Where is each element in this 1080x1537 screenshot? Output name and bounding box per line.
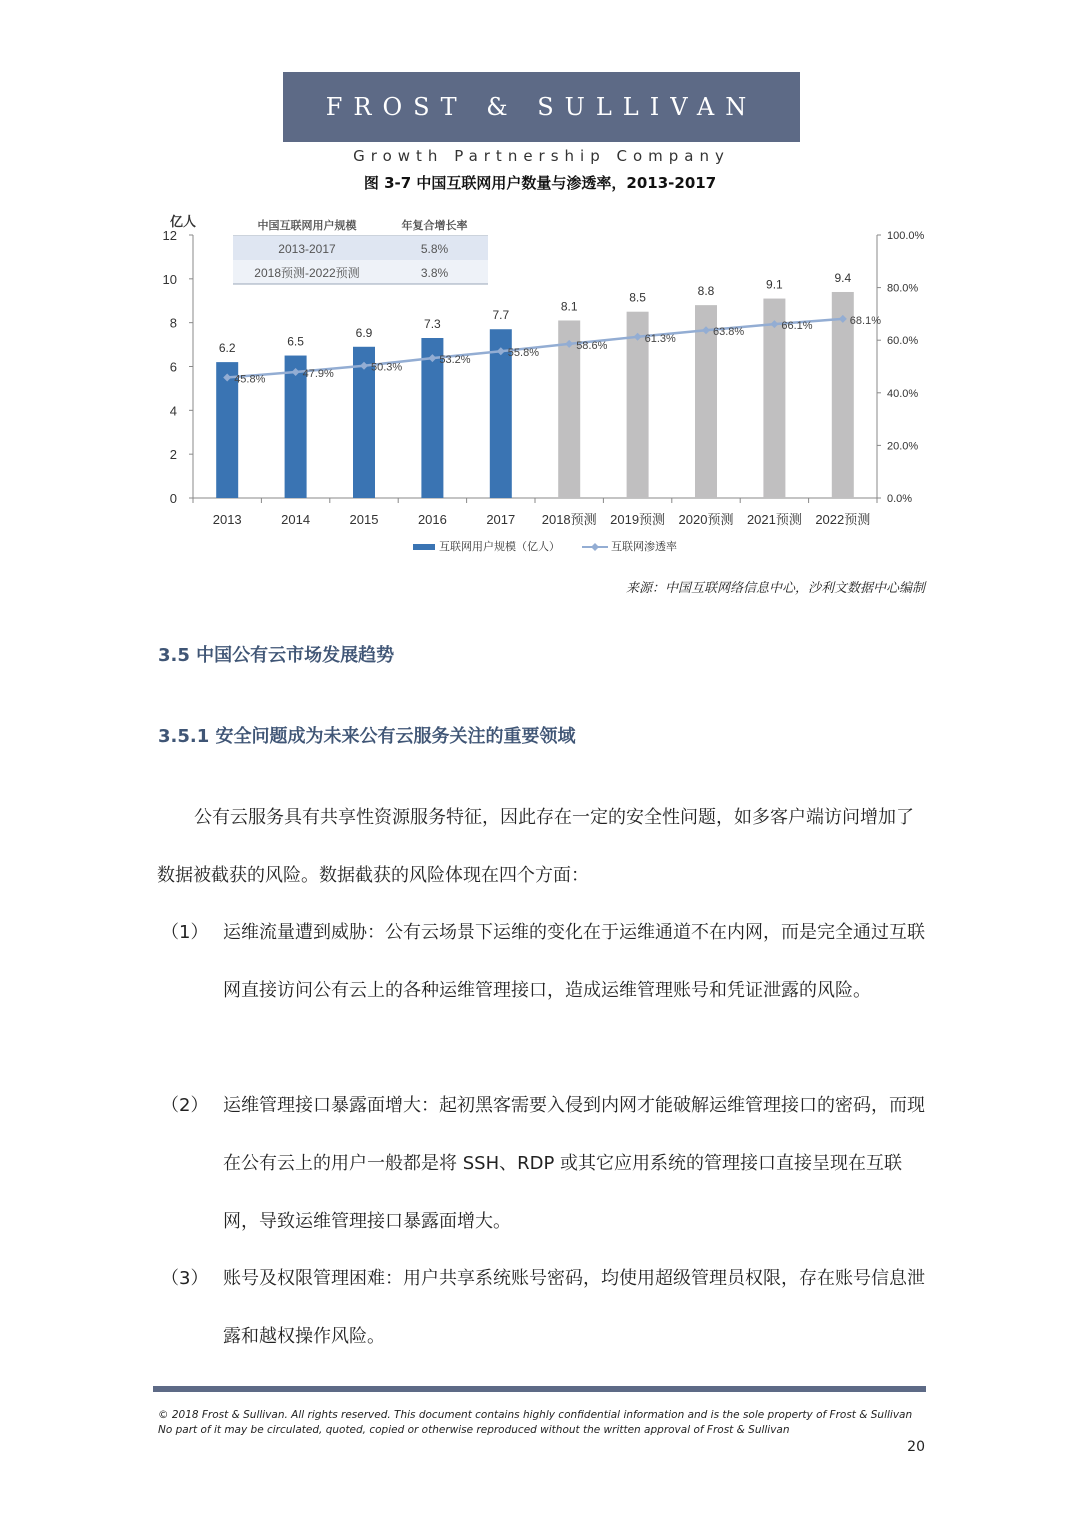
list-item-text: 账号及权限管理困难：用户共享系统账号密码，均使用超级管理员权限，存在账号信息泄露和越权操作风险。: [223, 1268, 925, 1347]
line-value-label: 47.9%: [302, 368, 334, 381]
y-axis-label: 亿人: [170, 214, 197, 229]
inset-table-header: 中国互联网用户规模: [257, 220, 357, 232]
bar-value-label: 6.5: [287, 334, 304, 349]
y-tick-label: 12: [162, 228, 177, 243]
list-item: [157, 1250, 927, 1366]
chart: [150, 205, 940, 570]
y-tick-label: 4: [169, 403, 177, 419]
line-value-label: 45.8%: [234, 373, 266, 386]
bar-value-label: 6.2: [218, 341, 236, 356]
list-item-number: （1）: [161, 922, 209, 943]
y-tick-label: 8: [169, 315, 177, 331]
line-value-label: 53.2%: [439, 354, 471, 367]
y2-tick-label: 100.0%: [887, 230, 925, 242]
figure-source: 来源：中国互联网络信息中心，沙利文数据中心编制: [625, 581, 925, 596]
y-tick-label: 10: [162, 271, 177, 287]
y2-tick-label: 20.0%: [887, 440, 919, 453]
x-tick-label: 2020预测: [678, 512, 734, 527]
y2-tick-label: 0.0%: [887, 493, 913, 505]
frost-sullivan-logo: [283, 72, 800, 142]
x-tick-label: 2015: [349, 512, 379, 527]
line-value-label: 68.1%: [849, 314, 882, 327]
copyright-line-1: © 2018 Frost & Sullivan. All rights reserved. This document contains highly confidential information and is the sole property of Frost & Sullivan: [158, 1409, 913, 1421]
y2-tick-label: 60.0%: [887, 335, 919, 348]
line-value-label: 66.1%: [781, 320, 813, 333]
x-tick-label: 2018预测: [541, 512, 597, 527]
x-tick-label: 2014: [281, 512, 311, 527]
bar-value-label: 9.1: [766, 277, 783, 292]
list-item-text: 运维流量遭到威胁：公有云场景下运维的变化在于运维通道不在内网，而是完全通过互联网直接访问公有云上的各种运维管理接口，造成运维管理账号和凭证泄露的风险。: [223, 922, 925, 1001]
bar-value-label: 6.9: [355, 325, 373, 340]
bar-value-label: 8.5: [629, 290, 646, 305]
copyright-notice: [158, 1408, 912, 1438]
copyright-line-2: No part of it may be circulated, quoted, copied or otherwise reproduced without the written approval of Frost & Sullivan: [158, 1424, 790, 1436]
x-tick-label: 2021预测: [746, 512, 802, 527]
inset-table-header: 年复合增长率: [401, 220, 468, 232]
list-item-text: 运维管理接口暴露面增大：起初黑客需要入侵到内网才能破解运维管理接口的密码，而现在公有云上的用户一般都是将 SSH、RDP 或其它应用系统的管理接口直接呈现在互联网，导致运维管理接口暴露面增大。: [223, 1095, 925, 1232]
y-tick-label: 2: [169, 447, 177, 463]
y-tick-label: 0: [169, 491, 177, 506]
tagline: Growth Partnership Company: [353, 147, 730, 165]
intro-paragraph: 公有云服务具有共享性资源服务特征，因此存在一定的安全性问题，如多客户端访问增加了数据被截获的风险。数据截获的风险体现在四个方面：: [157, 807, 914, 886]
x-tick-label: 2013: [212, 512, 242, 527]
y2-tick-label: 40.0%: [887, 387, 919, 400]
x-tick-label: 2017: [486, 512, 516, 527]
bar-value-label: 8.8: [697, 284, 715, 299]
inset-table-cell: 3.8%: [420, 266, 449, 280]
figure-title: 图 3-7 中国互联网用户数量与渗透率，2013-2017: [363, 174, 717, 192]
bar-value-label: 9.4: [834, 270, 852, 285]
list-item: [157, 904, 927, 1020]
subsection-heading: 3.5.1 安全问题成为未来公有云服务关注的重要领域: [158, 726, 576, 747]
inset-table-cell: 2013-2017: [278, 242, 336, 256]
legend-line-label: 互联网渗透率: [611, 541, 677, 553]
legend-bar-swatch: [413, 544, 435, 550]
inset-table-cell: 2018预测-2022预测: [254, 266, 360, 280]
section-heading: 3.5 中国公有云市场发展趋势: [158, 645, 395, 666]
line-value-label: 61.3%: [644, 332, 676, 345]
inset-table-row-bg: [233, 236, 488, 260]
line-value-label: 50.3%: [371, 361, 403, 374]
legend-line-marker: [591, 543, 599, 551]
inset-table-cell: 5.8%: [420, 242, 449, 256]
x-tick-label: 2022预测: [815, 512, 871, 527]
footer-divider: [153, 1386, 926, 1392]
bar-value-label: 7.3: [424, 317, 441, 332]
page-number: 20: [907, 1439, 925, 1455]
line-value-label: 58.6%: [576, 339, 608, 352]
x-tick-label: 2019预测: [610, 512, 666, 527]
list-item-number: （3）: [161, 1268, 209, 1289]
y2-tick-label: 80.0%: [887, 282, 919, 295]
logo-text: FROST & SULLIVAN: [325, 93, 758, 121]
x-tick-label: 2016: [417, 512, 447, 527]
bar-value-label: 8.1: [560, 299, 578, 314]
list-item-number: （2）: [161, 1095, 209, 1116]
list-item: [157, 1077, 927, 1251]
line-value-label: 55.8%: [507, 347, 540, 360]
line-value-label: 63.8%: [713, 326, 745, 339]
legend-bar-label: 互联网用户规模（亿人）: [439, 541, 560, 553]
bar-value-label: 7.7: [492, 308, 510, 323]
y-tick-label: 6: [169, 359, 177, 375]
